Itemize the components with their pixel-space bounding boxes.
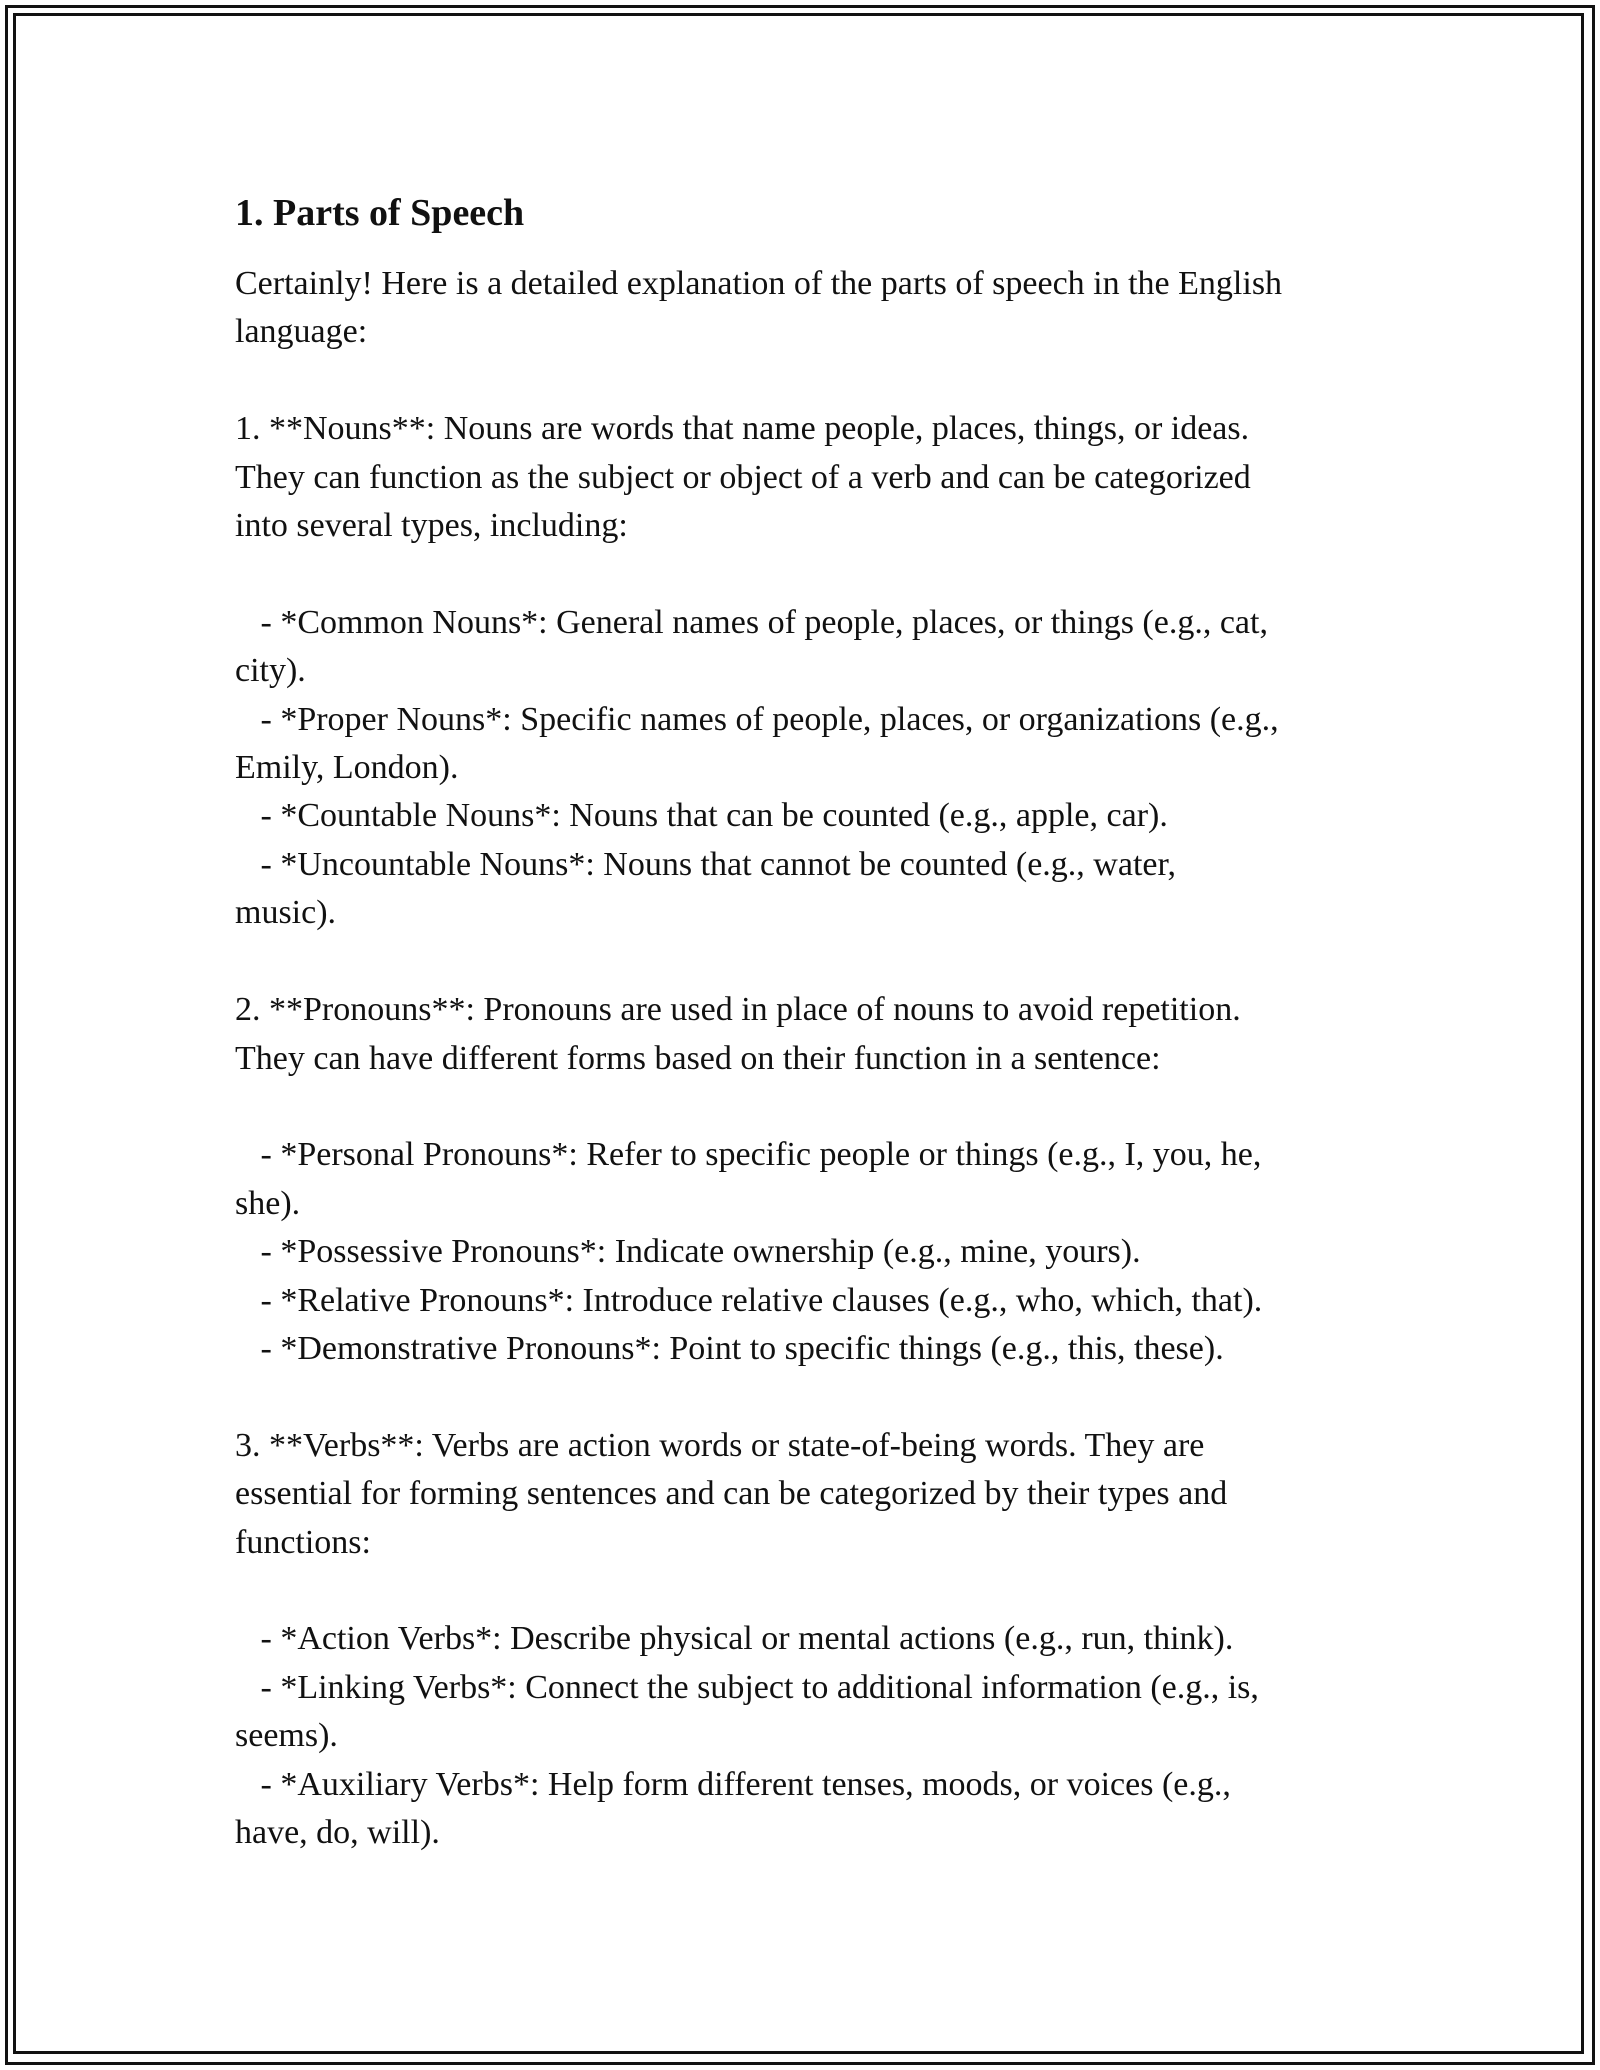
document-content bbox=[235, 186, 1385, 1857]
document-heading: 1. Parts of Speech bbox=[235, 192, 525, 234]
document-body: Certainly! Here is a detailed explanation of the parts of speech in the English language: 1. **Nouns**: Nouns are words that name people, places, things, or ideas. They can function as the subject or object of a verb and can be categorized into several types, including: - *Common Nouns*: General names of people, places, or things (e.g., cat, city). - *Proper Nouns*: Specific names of people, places, or organizations (e.g., Emily, London). - *Countable Nouns*: Nouns that can be counted (e.g., apple, car). - *Uncountable Nouns*: Nouns that cannot be counted (e.g., water, music). 2. **Pronouns**: Pronouns are used in place of nouns to avoid repetition. They can have different forms based on their function in a sentence: - *Personal Pronouns*: Refer to specific people or things (e.g., I, you, he, she). - *Possessive Pronouns*: Indicate ownership (e.g., mine, yours). - *Relative Pronouns*: Introduce relative clauses (e.g., who, which, that). - *Demonstrative Pronouns*: Point to specific things (e.g., this, these). 3. **Verbs**: Verbs are action words or state-of-being words. They are essential for forming sentences and can be categorized by their types and functions: - *Action Verbs*: Describe physical or mental actions (e.g., run, think). - *Linking Verbs*: Connect the subject to additional information (e.g., is, seems). - *Auxiliary Verbs*: Help form different tenses, moods, or voices (e.g., have, do, will). bbox=[235, 265, 1283, 1851]
